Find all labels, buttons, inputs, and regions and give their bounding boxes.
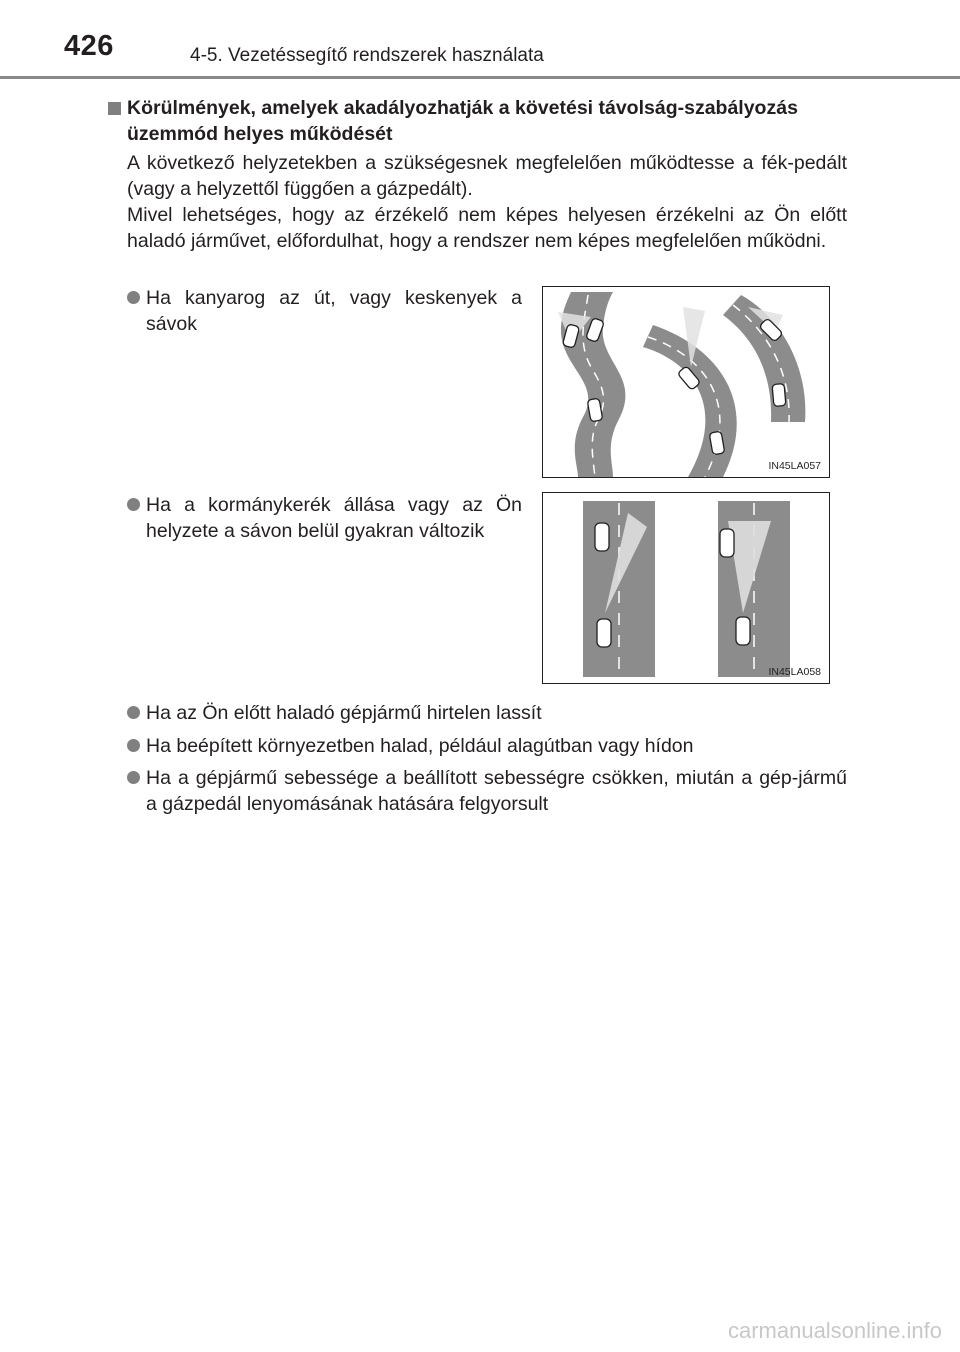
bullet-text: Ha az Ön előtt haladó gépjármű hirtelen lassít [146, 702, 542, 724]
section-title: 4-5. Vezetéssegítő rendszerek használata [190, 45, 544, 66]
square-bullet-icon [108, 102, 121, 115]
bullet-item [127, 285, 522, 337]
watermark: carmanualsonline.info [727, 1318, 942, 1343]
bullet-text: Ha kanyarog az út, vagy keskenyek a sávok [146, 287, 522, 335]
figure-code: IN45LA058 [768, 666, 821, 678]
header-divider [0, 76, 960, 79]
figure-winding-roads [542, 286, 830, 478]
bullet-item [127, 492, 522, 544]
subsection-heading [108, 95, 848, 147]
circle-bullet-icon [127, 291, 140, 304]
paragraph-brake-advice: A következő helyzetekben a szükségesnek megfelelően működtesse a fék-pedált (vagy a helyzettől függően a gázpedált). [127, 152, 847, 200]
bullet-text: Ha a gépjármű sebessége a beállított sebességre csökken, miután a gép-jármű a gázpedál lenyomásának hatására felgyorsult [146, 767, 847, 815]
page-header [0, 0, 960, 80]
bullet-item [127, 700, 847, 726]
bullet-item [127, 765, 847, 817]
bullet-item [127, 733, 847, 759]
lane-position-illustration [543, 493, 829, 683]
winding-roads-illustration [543, 287, 829, 477]
circle-bullet-icon [127, 498, 140, 511]
circle-bullet-icon [127, 739, 140, 752]
bullet-text: Ha beépített környezetben halad, például alagútban vagy hídon [146, 735, 694, 757]
circle-bullet-icon [127, 771, 140, 784]
bullet-text: Ha a kormánykerék állása vagy az Ön helyzete a sávon belül gyakran változik [146, 494, 522, 542]
circle-bullet-icon [127, 706, 140, 719]
paragraph-sensor-limitation: Mivel lehetséges, hogy az érzékelő nem képes helyesen érzékelni az Ön előtt haladó járművet, előfordulhat, hogy a rendszer nem képes megfelelően működni. [127, 204, 847, 252]
subsection-heading-text: Körülmények, amelyek akadályozhatják a követési távolság-szabályozás üzemmód helyes működését [127, 97, 798, 145]
figure-lane-position [542, 492, 830, 684]
figure-code: IN45LA057 [768, 460, 821, 472]
page-number: 426 [64, 30, 114, 62]
